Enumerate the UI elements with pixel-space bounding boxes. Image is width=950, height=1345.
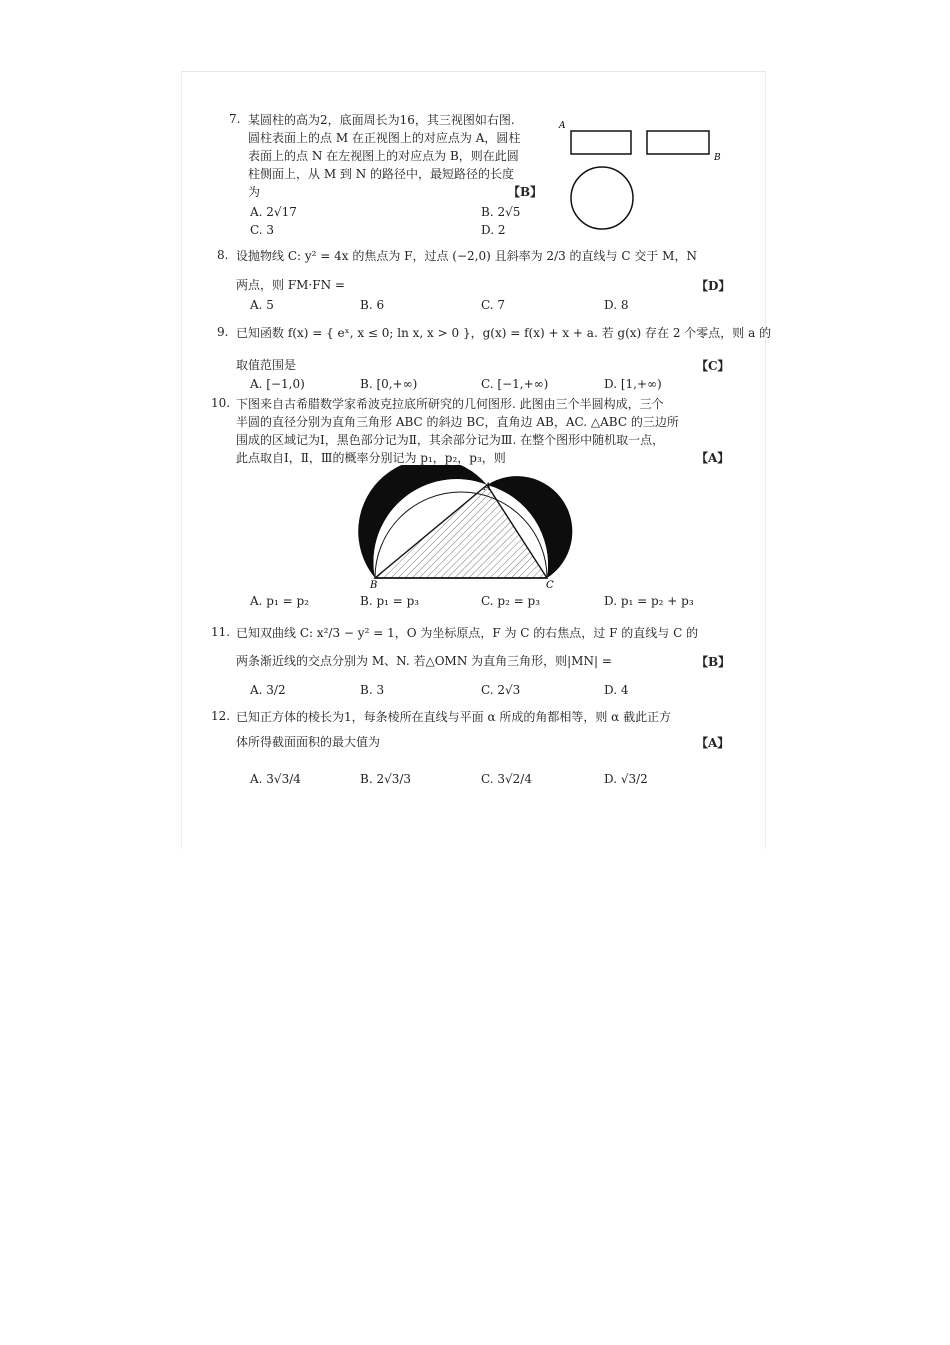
q7-number: 7. — [229, 112, 241, 126]
q7-answer: 【B】 — [508, 185, 543, 199]
q10-number: 10. — [211, 396, 231, 410]
q12-option-b: B. 2√3/3 — [360, 772, 412, 786]
q11-option-c: C. 2√3 — [481, 683, 521, 697]
q8-answer: 【D】 — [696, 279, 731, 293]
q11-line-2: 两条渐近线的交点分别为 M、N. 若△OMN 为直角三角形，则|MN| = — [236, 654, 612, 668]
q10-label-c: C — [546, 580, 554, 591]
q11-answer: 【B】 — [696, 655, 731, 669]
q10-option-c: C. p₂ = p₃ — [481, 594, 541, 608]
q10-label-a: A — [484, 482, 492, 493]
q10-option-d: D. p₁ = p₂ + p₃ — [604, 594, 694, 608]
q7-line-5: 为 — [248, 185, 261, 199]
q7-side-view — [647, 131, 709, 154]
q8-line-2: 两点，则 FM·FN = — [236, 278, 345, 292]
q12-number: 12. — [211, 709, 231, 723]
q9-answer: 【C】 — [696, 359, 730, 373]
q9-option-d: D. [1,+∞) — [604, 377, 662, 391]
q10-line-1: 下图来自古希腊数学家希波克拉底所研究的几何图形. 此图由三个半圆构成，三个 — [236, 397, 664, 411]
q11-option-a: A. 3/2 — [250, 683, 286, 697]
q7-line-2: 圆柱表面上的点 M 在正视图上的对应点为 A，圆柱 — [248, 131, 521, 145]
q8-option-d: D. 8 — [604, 298, 629, 312]
q11-option-d: D. 4 — [604, 683, 629, 697]
q7-option-c: C. 3 — [250, 223, 275, 237]
q8-option-b: B. 6 — [360, 298, 385, 312]
q10-line-3: 围成的区域记为Ⅰ，黑色部分记为Ⅱ，其余部分记为Ⅲ. 在整个图形中随机取一点， — [236, 433, 665, 447]
q9-option-c: C. [−1,+∞) — [481, 377, 549, 391]
q7-line-4: 柱侧面上，从 M 到 N 的路径中，最短路径的长度 — [248, 167, 515, 181]
q12-option-a: A. 3√3/4 — [250, 772, 301, 786]
q8-option-c: C. 7 — [481, 298, 506, 312]
q8-number: 8. — [217, 248, 229, 262]
q10-label-b: B — [370, 580, 378, 591]
q9-line-1: 已知函数 f(x) = { eˣ, x ≤ 0; ln x, x > 0 }，g(x) = f(x) + x + a. 若 g(x) 存在 2 个零点，则 a 的 — [236, 326, 772, 340]
q10-option-a: A. p₁ = p₂ — [250, 594, 309, 608]
q12-option-d: D. √3/2 — [604, 772, 648, 786]
q12-answer: 【A】 — [696, 736, 730, 750]
q12-option-c: C. 3√2/4 — [481, 772, 532, 786]
q7-label-b: B — [714, 153, 721, 163]
q7-top-view — [571, 167, 633, 229]
q10-line-4: 此点取自Ⅰ，Ⅱ，Ⅲ的概率分别记为 p₁，p₂，p₃，则 — [236, 451, 506, 465]
q7-option-d: D. 2 — [481, 223, 506, 237]
q8-line-1: 设抛物线 C: y² = 4x 的焦点为 F，过点 (−2,0) 且斜率为 2/3 的直线与 C 交于 M，N — [236, 249, 697, 263]
q9-option-a: A. [−1,0) — [250, 377, 305, 391]
q7-three-view-figure — [556, 118, 726, 238]
q10-line-2: 半圆的直径分别为直角三角形 ABC 的斜边 BC，直角边 AB，AC. △ABC 的三边所 — [236, 415, 679, 429]
q11-line-1: 已知双曲线 C: x²/3 − y² = 1，O 为坐标原点，F 为 C 的右焦点，过 F 的直线与 C 的 — [236, 626, 699, 640]
q7-front-view — [571, 131, 631, 154]
q7-line-3: 表面上的点 N 在左视图上的对应点为 B，则在此圆 — [248, 149, 519, 163]
q9-number: 9. — [217, 325, 229, 339]
q12-line-1: 已知正方体的棱长为1，每条棱所在直线与平面 α 所成的角都相等，则 α 截此正方 — [236, 710, 672, 724]
q11-option-b: B. 3 — [360, 683, 385, 697]
q10-answer: 【A】 — [696, 451, 730, 465]
q10-option-b: B. p₁ = p₃ — [360, 594, 420, 608]
q7-option-a: A. 2√17 — [250, 205, 297, 219]
q11-number: 11. — [211, 625, 231, 639]
q12-line-2: 体所得截面面积的最大值为 — [236, 735, 381, 749]
q7-option-b: B. 2√5 — [481, 205, 521, 219]
q9-line-2: 取值范围是 — [236, 358, 297, 372]
q7-label-a: A — [559, 121, 566, 131]
q10-hippocrates-figure — [355, 465, 585, 595]
q7-line-1: 某圆柱的高为2，底面周长为16，其三视图如右图. — [248, 113, 515, 127]
q9-option-b: B. [0,+∞) — [360, 377, 418, 391]
q8-option-a: A. 5 — [250, 298, 274, 312]
